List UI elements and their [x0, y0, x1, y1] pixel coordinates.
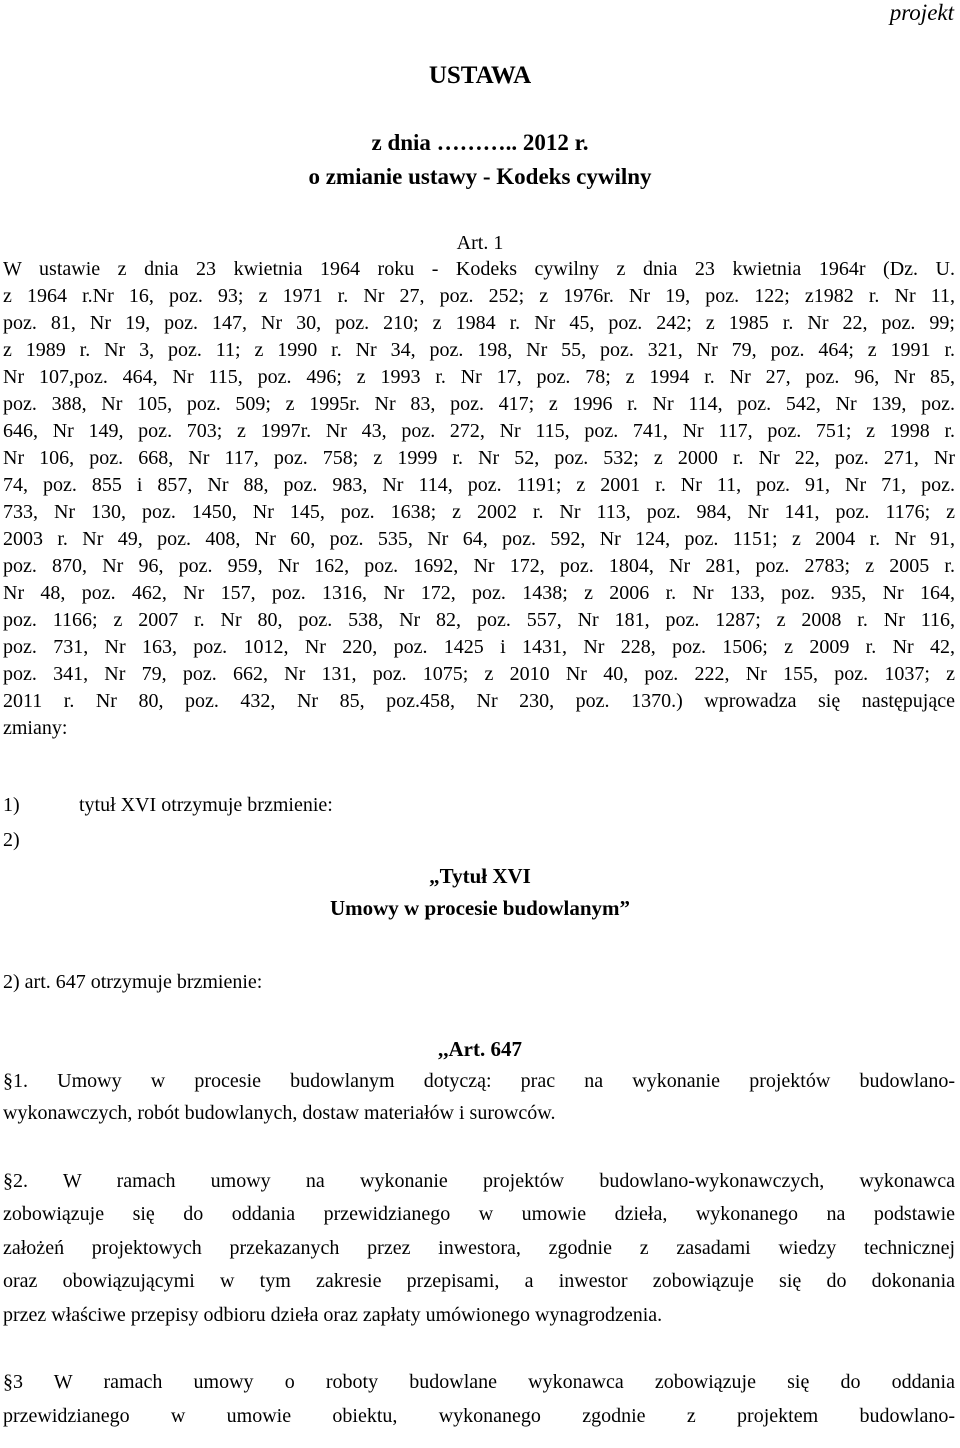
- intro-line: poz. 870, Nr 96, poz. 959, Nr 162, poz. 1692, Nr 172, poz. 1804, Nr 281, poz. 2783; z 2005 r.: [3, 555, 955, 577]
- intro-line: z 1989 r. Nr 3, poz. 11; z 1990 r. Nr 34, poz. 198, Nr 55, poz. 321, Nr 79, poz. 464; z 1991 r.: [3, 339, 955, 361]
- section-3-line: przewidzianego w umowie obiektu, wykonanego zgodnie z projektem budowlano-: [3, 1405, 955, 1427]
- change-item-1-text: tytuł XVI otrzymuje brzmienie:: [79, 794, 333, 816]
- act-date: z dnia ……….. 2012 r.: [371, 130, 589, 155]
- section-2-line: założeń projektowych przekazanych przez inwestora, zgodnie z zasadami wiedzy technicznej: [3, 1237, 955, 1259]
- title-xvi-subheading: Umowy w procesie budowlanym”: [329, 896, 631, 920]
- intro-line: poz. 81, Nr 19, poz. 147, Nr 30, poz. 210; z 1984 r. Nr 45, poz. 242; z 1985 r. Nr 22, poz. 99;: [3, 312, 955, 334]
- section-1-line: §1. Umowy w procesie budowlanym dotyczą: prac na wykonanie projektów budowlano-: [3, 1070, 955, 1092]
- change-item-art647-text: 2) art. 647 otrzymuje brzmienie:: [3, 971, 263, 993]
- title-xvi-heading: „Tytuł XVI: [429, 864, 531, 888]
- intro-line: poz. 1166; z 2007 r. Nr 80, poz. 538, Nr 82, poz. 557, Nr 181, poz. 1287; z 2008 r. Nr 116,: [3, 609, 955, 631]
- act-title: USTAWA: [428, 62, 532, 89]
- section-2-line: zobowiązuje się do oddania przewidzianego w umowie dzieła, wykonanego na podstawie: [3, 1203, 955, 1225]
- act-subject: o zmianie ustawy - Kodeks cywilny: [308, 164, 652, 189]
- section-3-line: §3 W ramach umowy o roboty budowlane wykonawca zobowiązuje się do oddania: [3, 1371, 955, 1393]
- article-1-heading: Art. 1: [456, 232, 504, 254]
- intro-line: Nr 48, poz. 462, Nr 157, poz. 1316, Nr 172, poz. 1438; z 2006 r. Nr 133, poz. 935, Nr 164,: [3, 582, 955, 604]
- intro-line: 2011 r. Nr 80, poz. 432, Nr 85, poz.458, Nr 230, poz. 1370.) wprowadza się następujące: [3, 690, 955, 712]
- section-2-line: oraz obowiązującymi w tym zakresie przepisami, a inwestor zobowiązuje się do dokonania: [3, 1270, 955, 1292]
- section-1-line: wykonawczych, robót budowlanych, dostaw materiałów i surowców.: [3, 1102, 556, 1124]
- draft-label: projekt: [889, 0, 954, 25]
- intro-line: poz. 388, Nr 105, poz. 509; z 1995r. Nr 83, poz. 417; z 1996 r. Nr 114, poz. 542, Nr 139, poz.: [3, 393, 955, 415]
- change-item-1-number: 1): [3, 794, 20, 816]
- intro-line: Nr 106, poz. 668, Nr 117, poz. 758; z 1999 r. Nr 52, poz. 532; z 2000 r. Nr 22, poz. 271, Nr: [3, 447, 955, 469]
- intro-line: 733, Nr 130, poz. 1450, Nr 145, poz. 1638; z 2002 r. Nr 113, poz. 984, Nr 141, poz. 1176; z: [3, 501, 955, 523]
- section-2-line: przez właściwe przepisy odbioru dzieła oraz zapłaty umówionego wynagrodzenia.: [3, 1304, 663, 1326]
- intro-line: zmiany:: [3, 717, 68, 739]
- intro-line: 646, Nr 149, poz. 703; z 1997r. Nr 43, poz. 272, Nr 115, poz. 741, Nr 117, poz. 751; z 1998 r.: [3, 420, 955, 442]
- intro-line: poz. 341, Nr 79, poz. 662, Nr 131, poz. 1075; z 2010 Nr 40, poz. 222, Nr 155, poz. 1037; z: [3, 663, 955, 685]
- art-647-heading: ,,Art. 647: [438, 1037, 522, 1061]
- intro-line: 74, poz. 855 i 857, Nr 88, poz. 983, Nr 114, poz. 1191; z 2001 r. Nr 11, poz. 91, Nr 71, poz.: [3, 474, 955, 496]
- intro-line: z 1964 r.Nr 16, poz. 93; z 1971 r. Nr 27, poz. 252; z 1976r. Nr 19, poz. 122; z1982 r. Nr 11,: [3, 285, 955, 307]
- intro-line: poz. 731, Nr 163, poz. 1012, Nr 220, poz. 1425 i 1431, Nr 228, poz. 1506; z 2009 r. Nr 42,: [3, 636, 955, 658]
- intro-line: 2003 r. Nr 49, poz. 408, Nr 60, poz. 535, Nr 64, poz. 592, Nr 124, poz. 1151; z 2004 r. Nr 91,: [3, 528, 955, 550]
- intro-line: Nr 107,poz. 464, Nr 115, poz. 496; z 1993 r. Nr 17, poz. 78; z 1994 r. Nr 27, poz. 96, Nr 85,: [3, 366, 955, 388]
- intro-line: W ustawie z dnia 23 kwietnia 1964 roku - Kodeks cywilny z dnia 23 kwietnia 1964r (Dz. U.: [3, 258, 955, 280]
- section-2-line: §2. W ramach umowy na wykonanie projektów budowlano-wykonawczych, wykonawca: [3, 1170, 955, 1192]
- change-item-2-number: 2): [3, 829, 20, 851]
